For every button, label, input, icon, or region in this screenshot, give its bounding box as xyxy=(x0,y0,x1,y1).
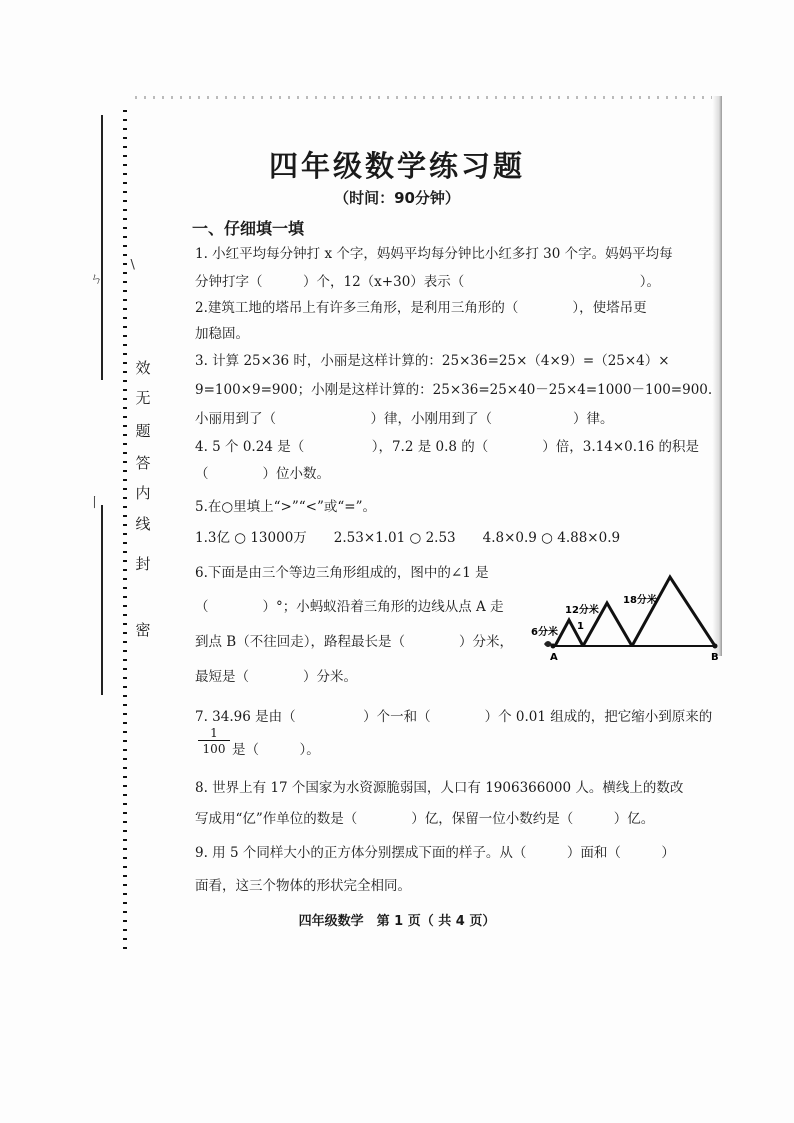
question-1-line-2: 分钟打字（ ）个，12（x+30）表示（ ）。 xyxy=(195,274,661,290)
question-6-line-1: 6.下面是由三个等边三角形组成的，图中的∠1 是 xyxy=(195,565,489,581)
page-title: 四年级数学练习题 xyxy=(268,149,525,183)
seal-char: 内 xyxy=(135,484,151,502)
point-b-dot xyxy=(713,644,718,649)
question-8-line-1: 8. 世界上有 17 个国家为水资源脆弱国，人口有 1906366000 人。横线上的数改 xyxy=(195,780,684,796)
question-3-line-3: 小丽用到了（ ）律，小刚用到了（ ）律。 xyxy=(195,411,614,427)
question-2-line-2: 加稳固。 xyxy=(195,326,249,342)
label-18: 18分米 xyxy=(623,595,657,606)
question-9-line-2: 面看，这三个物体的形状完全相同。 xyxy=(195,878,411,894)
paper-edge xyxy=(135,96,725,99)
binding-line xyxy=(101,505,103,695)
seal-char: 无 xyxy=(135,389,151,407)
seal-char: 封 xyxy=(135,555,151,573)
question-6-line-3: 到点 B（不往回走），路程最长是（ ）分米， xyxy=(195,634,513,650)
question-4-line-1: 4. 5 个 0.24 是（ ），7.2 是 0.8 的（ ）倍，3.14×0.16 的积是 xyxy=(195,439,699,455)
margin-mark: 丨 xyxy=(88,496,102,511)
question-3-line-2: 9=100×9=900；小刚是这样计算的：25×36=25×40－25×4=1000－100=900. xyxy=(195,382,713,398)
fraction-denominator: 100 xyxy=(202,742,226,756)
question-7-line-1: 7. 34.96 是由（ ）个一和（ ）个 0.01 组成的，把它缩小到原来的 xyxy=(195,709,713,725)
angle-label: 1 xyxy=(577,621,584,632)
question-3-line-1: 3. 计算 25×36 时，小丽是这样计算的：25×36=25×（4×9）=（25×4）× xyxy=(195,353,670,369)
question-6-line-4: 最短是（ ）分米。 xyxy=(195,669,357,685)
dotted-seal-line xyxy=(123,110,127,950)
question-5-prompt: 5.在○里填上“>”“<”或“=”。 xyxy=(195,499,377,515)
question-8-line-2: 写成用“亿”作单位的数是（ ）亿，保留一位小数约是（ ）亿。 xyxy=(195,811,655,827)
fraction-numerator: 1 xyxy=(198,726,230,741)
fraction xyxy=(198,726,230,757)
question-1-line-1: 1. 小红平均每分钟打 x 个字，妈妈平均每分钟比小红多打 30 个字。妈妈平均每 xyxy=(195,246,673,262)
seal-char: 密 xyxy=(135,621,151,639)
point-b-label: B xyxy=(711,652,719,663)
seal-char: 答 xyxy=(135,454,151,472)
triangle-figure xyxy=(525,573,725,663)
seal-char: 题 xyxy=(135,422,151,440)
question-4-line-2: （ ）位小数。 xyxy=(195,466,330,482)
label-12: 12分米 xyxy=(565,605,599,616)
margin-mark: ∖ xyxy=(128,258,137,273)
question-6-line-2: （ ）°；小蚂蚁沿着三角形的边线从点 A 走 xyxy=(195,599,504,615)
question-9-line-1: 9. 用 5 个同样大小的正方体分别摆成下面的样子。从（ ）面和（ ） xyxy=(195,845,675,861)
label-6: 6分米 xyxy=(531,627,558,638)
exam-duration: （时间：90分钟） xyxy=(334,189,460,207)
point-a-label: A xyxy=(550,652,558,663)
page-footer: 四年级数学 第 1 页（ 共 4 页） xyxy=(298,914,496,929)
margin-mark: ㄣ xyxy=(90,272,104,287)
seal-char: 效 xyxy=(135,359,151,377)
large-triangle xyxy=(632,577,715,646)
seal-char: 线 xyxy=(135,515,151,533)
question-2-line-1: 2.建筑工地的塔吊上有许多三角形，是利用三角形的（ ），使塔吊更 xyxy=(195,300,647,316)
question-7-line-2: 是（ ）。 xyxy=(232,742,320,758)
section-heading: 一、仔细填一填 xyxy=(192,219,305,238)
question-5-items: 1.3亿 ○ 13000万 2.53×1.01 ○ 2.53 4.8×0.9 ○ 4.88×0.9 xyxy=(195,530,621,546)
